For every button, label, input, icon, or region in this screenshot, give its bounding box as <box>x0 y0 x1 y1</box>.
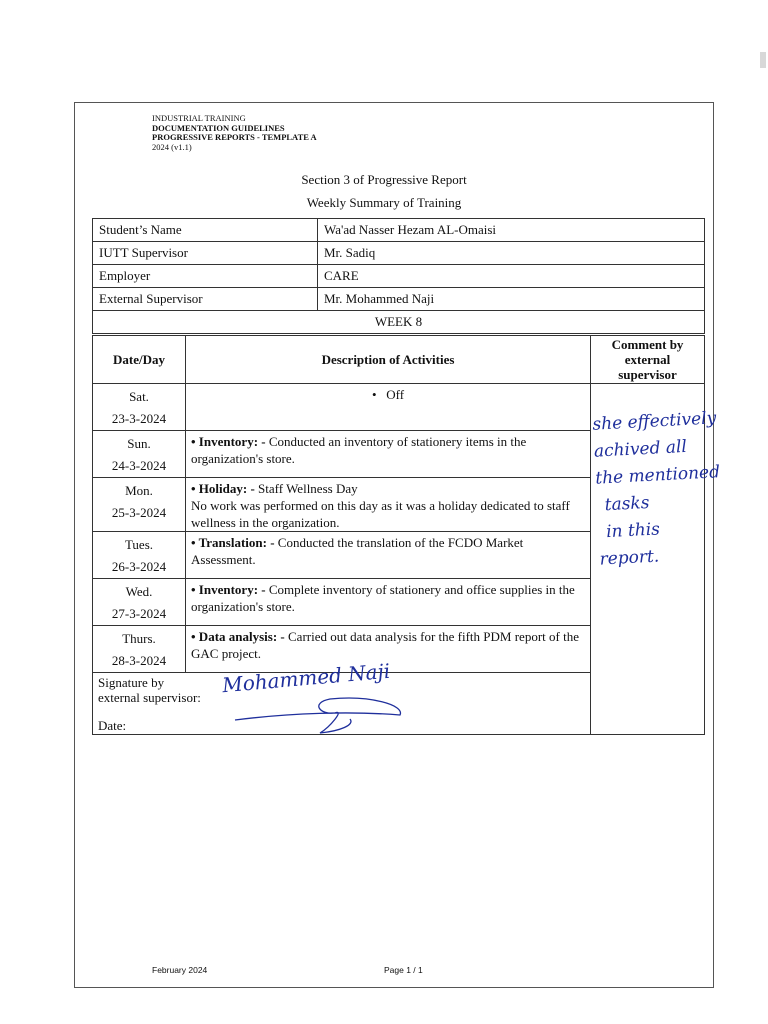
comment-line: in this <box>605 519 661 543</box>
desc-cell <box>186 478 591 532</box>
day-name: Sun. <box>127 436 151 451</box>
activity-category: • Data analysis: - <box>191 629 285 644</box>
col-desc-header: Description of Activities <box>186 336 591 384</box>
scan-mark <box>760 52 766 68</box>
date-cell <box>93 431 186 478</box>
comment-line: she effectively <box>592 408 717 435</box>
footer-page: Page 1 / 1 <box>384 965 423 975</box>
day-name: Tues. <box>124 537 154 552</box>
desc-cell <box>186 384 591 431</box>
day-name: Wed. <box>125 584 153 599</box>
employer-label: Employer <box>93 265 318 288</box>
date-cell <box>93 579 186 626</box>
header-line-2: DOCUMENTATION GUIDELINES <box>152 122 285 133</box>
activity-text: Complete inventory of stationery and office supplies in the organization's store. <box>191 582 575 614</box>
date-cell <box>93 384 186 431</box>
comment-line: achived all <box>593 436 688 462</box>
activity-text: Conducted the translation of the FCDO Market Assessment. <box>191 535 524 567</box>
day-name: Sat. <box>129 389 149 404</box>
activity-detail: No work was performed on this day as it was a holiday dedicated to staff wellness in the organization. <box>191 498 570 530</box>
section-title: Section 3 of Progressive Report <box>301 172 467 187</box>
day-date: 23-3-2024 <box>111 411 167 426</box>
desc-cell <box>186 431 591 478</box>
info-row-student <box>93 219 705 242</box>
student-label: Student’s Name <box>93 219 318 242</box>
signature-flourish <box>230 685 410 740</box>
handwritten-comment <box>592 404 740 573</box>
signature-handwriting: Mohammed Naji <box>221 658 392 698</box>
info-row-iutt <box>93 242 705 265</box>
activity-category: • Translation: - <box>191 535 275 550</box>
document-header <box>152 114 317 152</box>
activity-category: • Inventory: - <box>191 434 266 449</box>
activity-category: • Inventory: - <box>191 582 266 597</box>
date-label: Date: <box>98 718 127 733</box>
day-date: 26-3-2024 <box>111 559 167 574</box>
date-cell <box>93 532 186 579</box>
desc-cell <box>186 532 591 579</box>
signature-label-2: external supervisor: <box>98 690 201 705</box>
section-subtitle: Weekly Summary of Training <box>306 195 462 210</box>
info-row-week <box>93 311 705 334</box>
header-line-3: PROGRESSIVE REPORTS - TEMPLATE A <box>152 132 317 142</box>
activities-header-row <box>93 336 705 384</box>
iutt-value: Mr. Sadiq <box>318 242 705 265</box>
footer-date: February 2024 <box>152 965 208 975</box>
info-row-employer <box>93 265 705 288</box>
comment-line: tasks <box>604 492 650 516</box>
student-value: Wa'ad Nasser Hezam AL-Omaisi <box>318 219 705 242</box>
activity-category: • Holiday: - <box>191 481 255 496</box>
activity-text: Carried out data analysis for the fifth PDM report of the GAC project. <box>191 629 579 661</box>
col-date-header: Date/Day <box>93 336 186 384</box>
col-comment-header: Comment by external supervisor <box>591 336 705 384</box>
info-row-external <box>93 288 705 311</box>
comment-line: the mentioned <box>594 462 721 489</box>
external-value: Mr. Mohammed Naji <box>318 288 705 311</box>
employer-value: CARE <box>318 265 705 288</box>
header-line-4: 2024 (v1.1) <box>152 141 192 152</box>
comment-line: report. <box>599 546 660 570</box>
date-cell <box>93 626 186 673</box>
week-label: WEEK 8 <box>93 311 705 334</box>
header-line-1: INDUSTRIAL TRAINING <box>152 113 246 123</box>
iutt-label: IUTT Supervisor <box>93 242 318 265</box>
date-cell <box>93 478 186 532</box>
day-date: 27-3-2024 <box>111 606 167 621</box>
activity-text: Staff Wellness Day <box>254 481 358 496</box>
info-table <box>92 218 705 334</box>
desc-cell <box>186 579 591 626</box>
external-label: External Supervisor <box>93 288 318 311</box>
bullet-icon: • <box>371 387 387 402</box>
signature-label-1: Signature by <box>98 675 165 690</box>
activity-text: Off <box>386 387 405 402</box>
day-date: 25-3-2024 <box>111 505 167 520</box>
day-date: 28-3-2024 <box>111 653 167 668</box>
day-name: Mon. <box>125 483 153 498</box>
day-date: 24-3-2024 <box>111 458 167 473</box>
day-name: Thurs. <box>122 631 156 646</box>
activity-text: Conducted an inventory of stationery items in the organization's store. <box>191 434 527 466</box>
